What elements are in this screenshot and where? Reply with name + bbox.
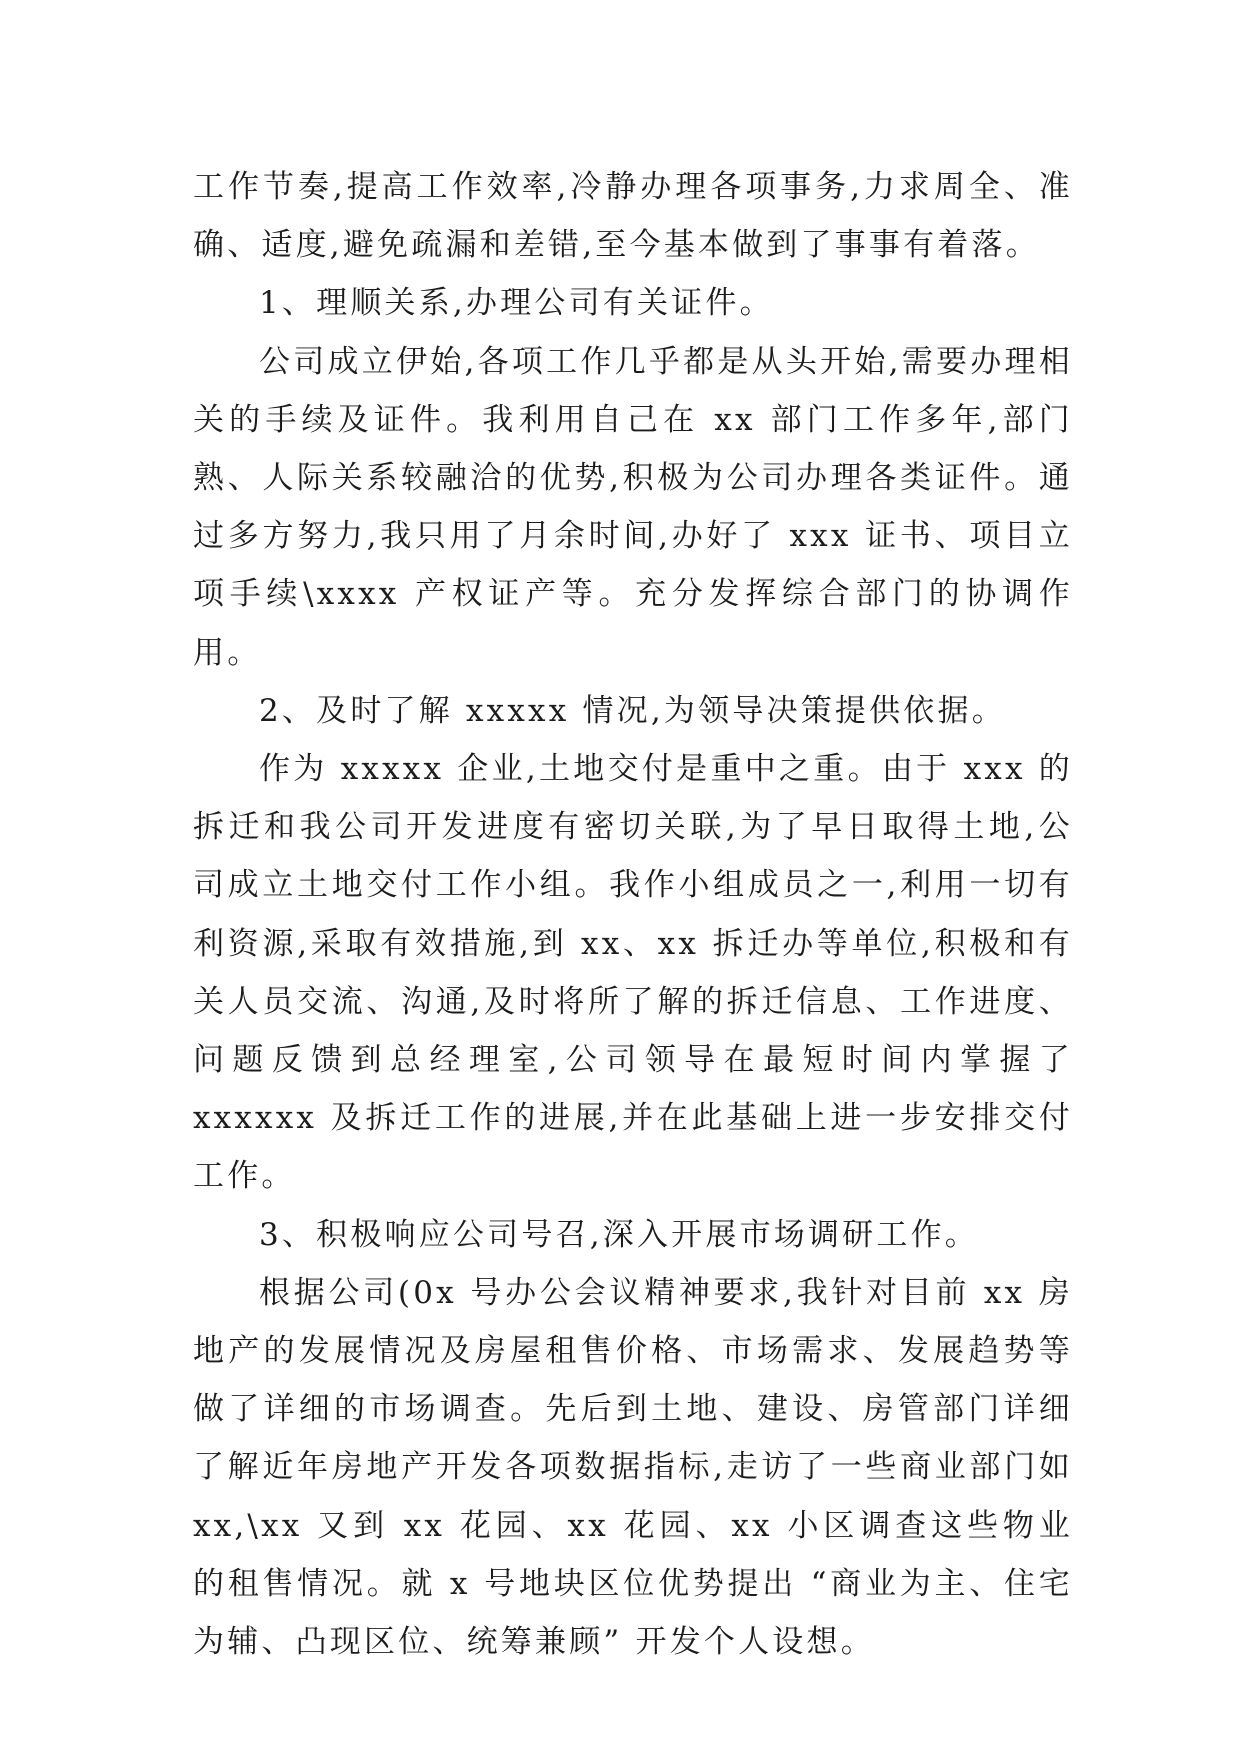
paragraph-4: 根据公司(0x 号办公会议精神要求,我针对目前 xx 房地产的发展情况及房屋租售价格、市场需求、发展趋势等做了详细的市场调查。先后到土地、建设、房管部门详细了解近年房地产开发各项数据指标,走访了一些商业部门如 xx,\xx 又到 xx 花园、xx 花园、xx 小区调查这些物业的租售情况。就 x 号地块区位优势提出 “商业为主、住宅为辅、凸现区位、统筹兼顾” 开发个人设想。 <box>193 1274 1073 1661</box>
paragraph-2: 公司成立伊始,各项工作几乎都是从头开始,需要办理相关的手续及证件。我利用自己在 xx 部门工作多年,部门熟、人际关系较融洽的优势,积极为公司办理各类证件。通过多方努力,我只用了月余时间,办好了 xxx 证书、项目立项手续\xxxx 产权证产等。充分发挥综合部门的协调作用。 <box>193 343 1073 671</box>
section-heading-3: 3、积极响应公司号召,深入开展市场调研工作。 <box>259 1216 979 1253</box>
section-heading-2: 2、及时了解 xxxxx 情况,为领导决策提供依据。 <box>259 692 1006 729</box>
document-body <box>193 158 1073 1671</box>
section-heading-1: 1、理顺关系,办理公司有关证件。 <box>259 285 774 322</box>
paragraph-1: 工作节奏,提高工作效率,冷静办理各项事务,力求周全、准确、适度,避免疏漏和差错,至今基本做到了事事有着落。 <box>193 169 1073 264</box>
paragraph-3: 作为 xxxxx 企业,土地交付是重中之重。由于 xxx 的拆迁和我公司开发进度有密切关联,为了早日取得土地,公司成立土地交付工作小组。我作小组成员之一,利用一切有利资源,采取有效措施,到 xx、xx 拆迁办等单位,积极和有关人员交流、沟通,及时将所了解的拆迁信息、工作进度、问题反馈到总经理室,公司领导在最短时间内掌握了 xxxxxx 及拆迁工作的进展,并在此基础上进一步安排交付工作。 <box>193 751 1073 1195</box>
